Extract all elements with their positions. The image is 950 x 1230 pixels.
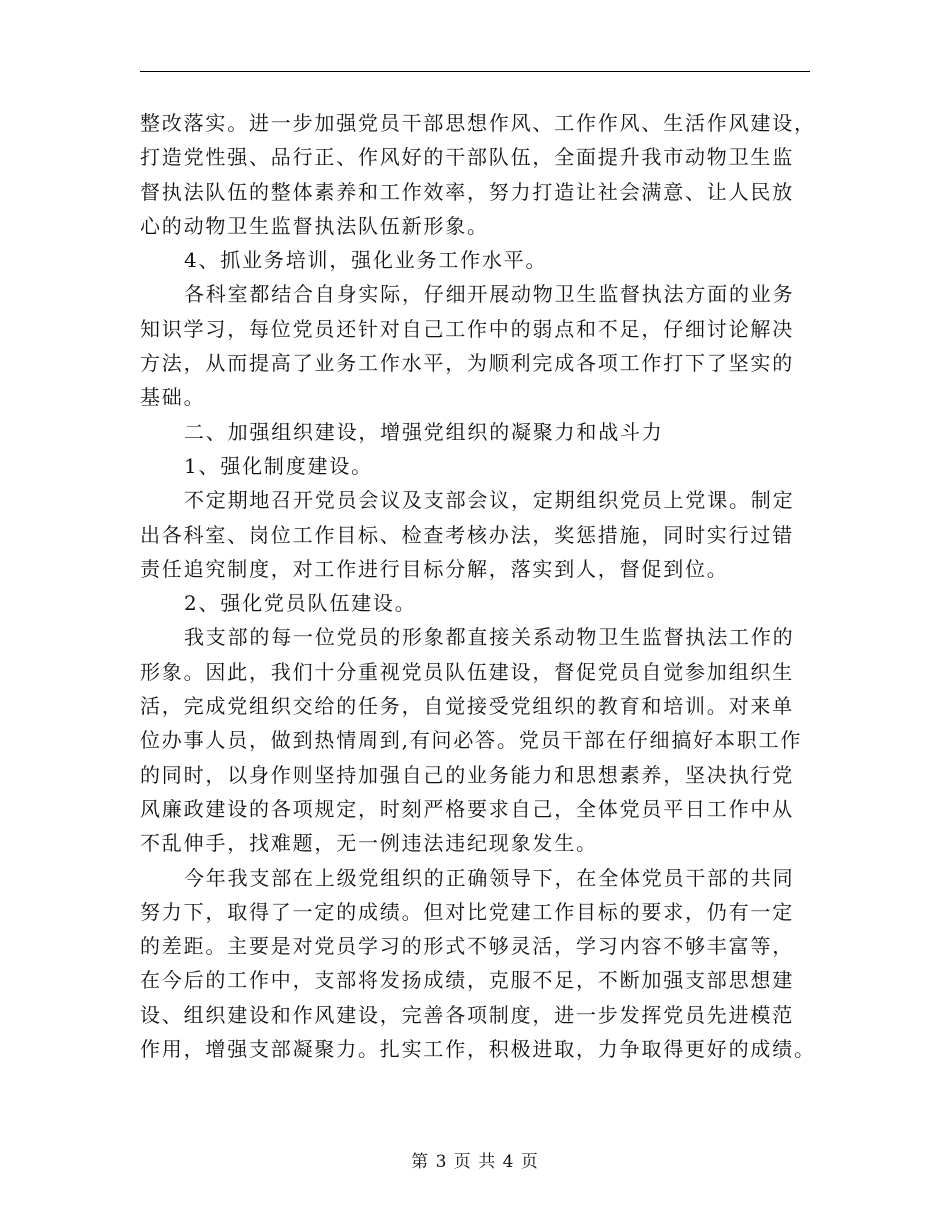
text-line: 不乱伸手，找难题，无一例违法违纪现象发生。	[140, 831, 598, 856]
text-line: 4、抓业务培训，强化业务工作水平。	[184, 248, 548, 273]
text-line: 形象。因此，我们十分重视党员队伍建设，督促党员自觉参加组织生	[140, 659, 794, 684]
text-line: 知识学习，每位党员还针对自己工作中的弱点和不足，仔细讨论解决	[140, 316, 794, 341]
text-line: 督执法队伍的整体素养和工作效率，努力打造让社会满意、让人民放	[140, 179, 794, 204]
text-line: 各科室都结合自身实际，仔细开展动物卫生监督执法方面的业务	[184, 282, 795, 307]
text-line: 不定期地召开党员会议及支部会议，定期组织党员上党课。制定	[184, 488, 795, 513]
text-line: 今年我支部在上级党组织的正确领导下，在全体党员干部的共同	[184, 865, 795, 890]
text-line: 出各科室、岗位工作目标、检查考核办法，奖惩措施，同时实行过错	[140, 522, 794, 547]
text-line: 责任追究制度，对工作进行目标分解，落实到人，督促到位。	[140, 556, 729, 581]
text-line: 整改落实。进一步加强党员干部思想作风、工作作风、生活作风建设，	[140, 111, 816, 135]
text-line: 风廉政建设的各项规定，时刻严格要求自己，全体党员平日工作中从	[140, 796, 794, 821]
text-line: 设、组织建设和作风建设，完善各项制度，进一步发挥党员先进模范	[140, 1002, 794, 1027]
text-line: 的差距。主要是对党员学习的形式不够灵活，学习内容不够丰富等，	[140, 934, 794, 959]
text-line: 位办事人员，做到热情周到,有问必答。党员干部在仔细搞好本职工作	[140, 728, 803, 753]
text-line: 作用，增强支部凝聚力。扎实工作，积极进取，力争取得更好的成绩。	[140, 1037, 816, 1062]
text-line: 心的动物卫生监督执法队伍新形象。	[140, 213, 489, 238]
text-line: 在今后的工作中，支部将发扬成绩，克服不足，不断加强支部思想建	[140, 968, 794, 993]
text-line: 活，完成党组织交给的任务，自觉接受党组织的教育和培训。对来单	[140, 694, 794, 719]
page-number-footer: 第 3 页 共 4 页	[411, 1152, 539, 1172]
header-rule	[140, 71, 810, 72]
text-line: 二、加强组织建设，增强党组织的凝聚力和战斗力	[184, 419, 664, 444]
text-line: 方法，从而提高了业务工作水平，为顺利完成各项工作打下了坚实的	[140, 351, 794, 376]
document-body	[140, 106, 816, 1066]
text-line: 的同时，以身作则坚持加强自己的业务能力和思想素养，坚决执行党	[140, 762, 794, 787]
text-line: 打造党性强、品行正、作风好的干部队伍，全面提升我市动物卫生监	[140, 145, 794, 170]
text-line: 基础。	[140, 385, 206, 410]
text-line: 努力下，取得了一定的成绩。但对比党建工作目标的要求，仍有一定	[140, 899, 794, 924]
text-line: 1、强化制度建设。	[184, 453, 373, 478]
text-line: 2、强化党员队伍建设。	[184, 591, 417, 616]
text-line: 我支部的每一位党员的形象都直接关系动物卫生监督执法工作的	[184, 625, 795, 650]
